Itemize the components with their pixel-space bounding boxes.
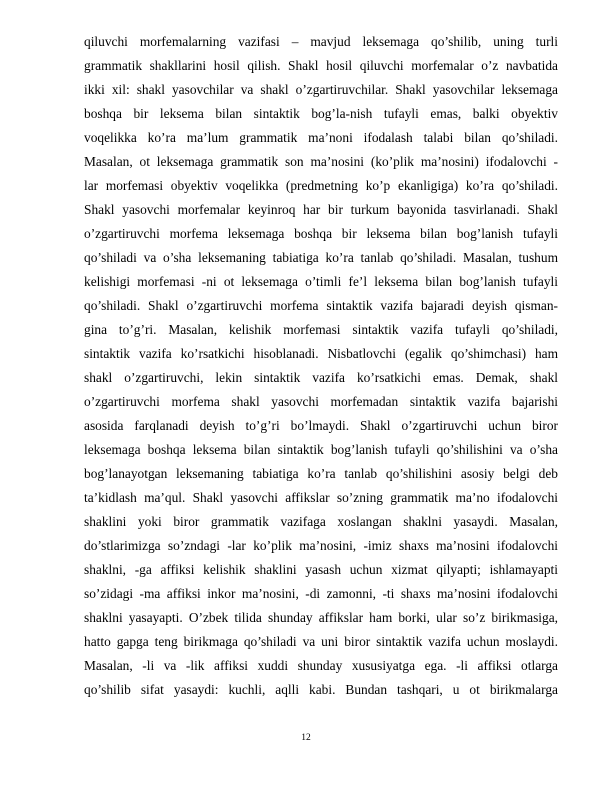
- text-line: o’zgartiruvchi morfema shakl yasovchi morfemadan sintaktik vazifa bajarishi: [84, 394, 558, 409]
- text-line: Shakl yasovchi morfemalar keyinroq har bir turkum bayonida tasvirlanadi. Shakl: [84, 202, 558, 217]
- page-number: 12: [301, 733, 311, 743]
- body-text: [84, 30, 558, 702]
- text-line: qiluvchi morfemalarning vazifasi – mavjud leksemaga qo’shilib, uning turli: [84, 34, 558, 49]
- text-line: shaklni yasayapti. O’zbek tilida shunday affikslar ham borki, ular so’z birikmasiga,: [84, 610, 558, 625]
- text-line: gina to’g’ri. Masalan, kelishik morfemasi sintaktik vazifa tufayli qo’shiladi,: [84, 322, 558, 337]
- text-line: shakl o’zgartiruvchi, lekin sintaktik vazifa ko’rsatkichi emas. Demak, shakl: [84, 370, 558, 385]
- text-line: Masalan, ot leksemaga grammatik son ma’nosini (ko’plik ma’nosini) ifodalovchi -: [84, 154, 558, 169]
- text-line: ikki xil: shakl yasovchilar va shakl o’zgartiruvchilar. Shakl yasovchilar leksemaga: [84, 82, 558, 97]
- text-line: kelishigi morfemasi -ni ot leksemaga o’timli fe’l leksema bilan bog’lanish tufayli: [84, 274, 558, 289]
- text-line: qo’shiladi va o’sha leksemaning tabiatiga ko’ra tanlab qo’shiladi. Masalan, tushum: [84, 250, 558, 265]
- text-line: lar morfemasi obyektiv voqelikka (predmetning ko’p ekanligiga) ko’ra qo’shiladi.: [84, 178, 558, 193]
- text-line: qo’shilib sifat yasaydi: kuchli, aqlli kabi. Bundan tashqari, u ot birikmalarga: [84, 682, 558, 697]
- text-line: bog’lanayotgan leksemaning tabiatiga ko’ra tanlab qo’shilishini asosiy belgi deb: [84, 466, 558, 481]
- text-line: o’zgartiruvchi morfema leksemaga boshqa bir leksema bilan bog’lanish tufayli: [84, 226, 558, 241]
- text-line: do’stlarimizga so’zndagi -lar ko’plik ma’nosini, -imiz shaxs ma’nosini ifodalovchi: [84, 538, 558, 553]
- text-line: hatto gapga teng birikmaga qo’shiladi va uni biror sintaktik vazifa uchun moslaydi.: [84, 634, 558, 649]
- text-line: asosida farqlanadi deyish to’g’ri bo’lmaydi. Shakl o’zgartiruvchi uchun biror: [84, 418, 558, 433]
- text-line: so’zidagi -ma affiksi inkor ma’nosini, -di zamonni, -ti shaxs ma’nosini ifodalovchi: [84, 586, 558, 601]
- text-line: shaklini yoki biror grammatik vazifaga xoslangan shaklni yasaydi. Masalan,: [84, 514, 558, 529]
- text-line: voqelikka ko’ra ma’lum grammatik ma’noni ifodalash talabi bilan qo’shiladi.: [84, 130, 558, 145]
- text-line: Masalan, -li va -lik affiksi xuddi shunday xususiyatga ega. -li affiksi otlarga: [84, 658, 558, 673]
- text-line: shaklni, -ga affiksi kelishik shaklini yasash uchun xizmat qilyapti; ishlamayapti: [84, 562, 558, 577]
- text-line: leksemaga boshqa leksema bilan sintaktik bog’lanish tufayli qo’shilishini va o’sha: [84, 442, 558, 457]
- text-line: sintaktik vazifa ko’rsatkichi hisoblanadi. Nisbatlovchi (egalik qo’shimchasi) ham: [84, 346, 558, 361]
- text-line: ta’kidlash ma’qul. Shakl yasovchi affikslar so’zning grammatik ma’no ifodalovchi: [84, 490, 558, 505]
- text-line: grammatik shakllarini hosil qilish. Shakl hosil qiluvchi morfemalar o’z navbatida: [84, 58, 558, 73]
- text-line: qo’shiladi. Shakl o’zgartiruvchi morfema sintaktik vazifa bajaradi deyish qisman-: [84, 298, 558, 313]
- text-line: boshqa bir leksema bilan sintaktik bog’la-nish tufayli emas, balki obyektiv: [84, 106, 558, 121]
